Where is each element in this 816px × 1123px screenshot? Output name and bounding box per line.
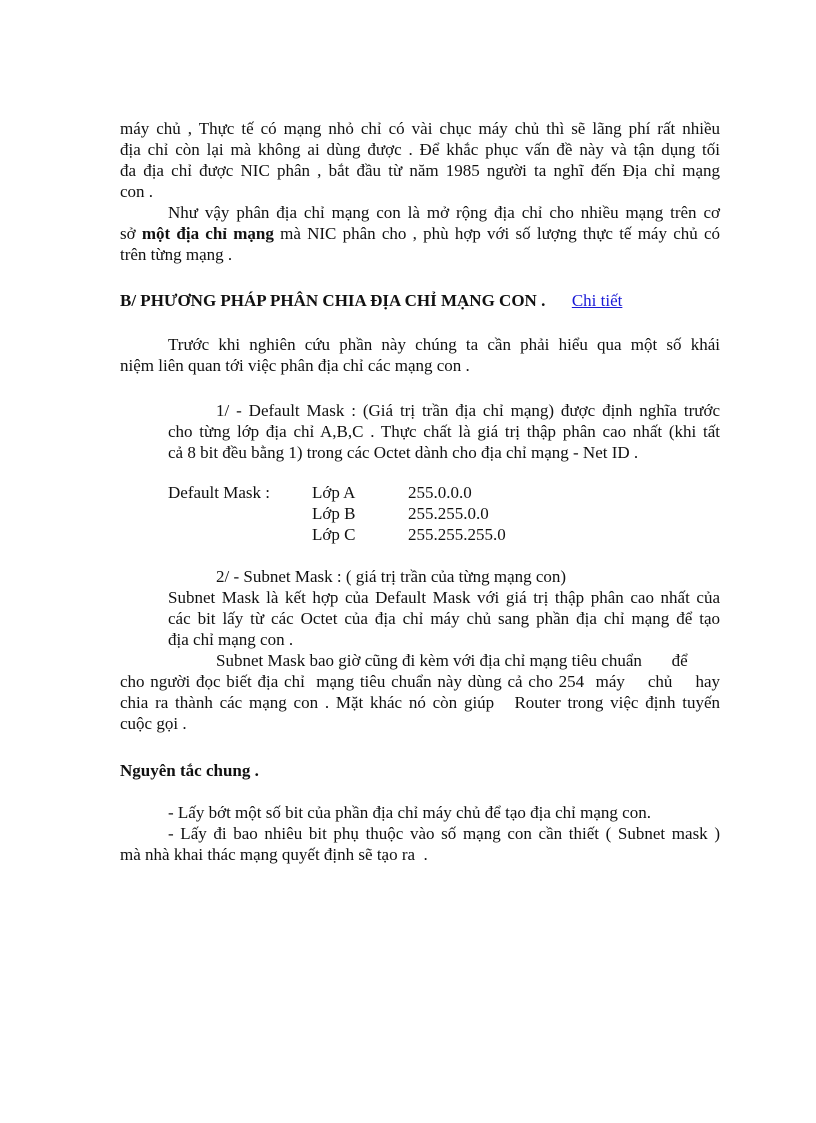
mask-value: 255.255.255.0	[408, 525, 506, 544]
subnet-mask-usage	[120, 650, 720, 734]
default-mask-line-2: cho từng lớp địa chỉ A,B,C . Thực chất là giá trị thập phân cao nhất (khi tất	[168, 422, 720, 441]
principles-heading-block	[120, 760, 720, 781]
principles-list	[120, 802, 720, 865]
subnet-mask-line-7: chia ra thành các mạng con . Mặt khác nó còn giúp Router trong việc định tuyến	[120, 693, 720, 712]
subnet-mask-line-1: 2/ - Subnet Mask : ( giá trị trần của từng mạng con)	[216, 567, 567, 586]
subnet-mask-line-2: Subnet Mask là kết hợp của Default Mask với giá trị thập phân cao nhất của	[168, 588, 720, 607]
para2-line-3: trên từng mạng .	[120, 245, 233, 264]
mask-table-row	[168, 524, 568, 545]
intro-line-1: máy chủ , Thực tế có mạng nhỏ chỉ có vài chục máy chủ thì sẽ lãng phí rất nhiều	[120, 119, 720, 138]
default-mask-definition	[168, 400, 720, 463]
default-mask-line-3: cả 8 bit đều bằng 1) trong các Octet dành cho địa chỉ mạng - Net ID .	[168, 443, 639, 462]
intro-line-2: địa chỉ còn lại mà không ai dùng được . Để khắc phục vấn đề này và tận dụng tối	[120, 140, 720, 159]
subnet-mask-line-6: cho người đọc biết địa chỉ mạng tiêu chuẩn này dùng cả cho 254 máy chủ hay	[120, 672, 720, 691]
class-label: Lớp B	[312, 504, 356, 523]
mask-table-row	[168, 503, 568, 524]
detail-link[interactable]: Chi tiết	[571, 291, 623, 310]
section-b-heading: B/ PHƯƠNG PHÁP PHÂN CHIA ĐỊA CHỈ MẠNG CON .	[120, 291, 546, 310]
mask-value: 255.255.0.0	[408, 504, 489, 523]
intro-line-4: con .	[120, 182, 154, 201]
intro-paragraph	[120, 118, 720, 202]
default-mask-line-1: 1/ - Default Mask : (Giá trị trần địa chỉ mạng) được định nghĩa trước	[216, 401, 720, 420]
principle-item-2-cont: mà nhà khai thác mạng quyết định sẽ tạo ra .	[120, 845, 428, 864]
intro-line-3: đa địa chỉ được NIC phân , bắt đầu từ năm 1985 người ta nghĩ đến Địa chỉ mạng	[120, 161, 720, 180]
mask-table-row	[168, 482, 568, 503]
subnet-mask-line-5: Subnet Mask bao giờ cũng đi kèm với địa chỉ mạng tiêu chuẩn để	[216, 651, 688, 670]
para3-line-2: niệm liên quan tới việc phân địa chỉ các mạng con .	[120, 356, 470, 375]
section-b-header	[120, 290, 740, 311]
para2-line-2	[120, 223, 720, 244]
subnet-intro-paragraph	[120, 202, 720, 265]
class-label: Lớp A	[312, 483, 356, 502]
principle-item-2: - Lấy đi bao nhiêu bit phụ thuộc vào số mạng con cần thiết ( Subnet mask )	[168, 824, 720, 843]
subnet-mask-line-8: cuộc gọi .	[120, 714, 187, 733]
concepts-paragraph	[120, 334, 720, 376]
mask-value: 255.0.0.0	[408, 483, 472, 502]
subnet-mask-line-3: các bit lấy từ các Octet của địa chỉ máy chủ sang phần địa chỉ mạng để tạo	[168, 609, 720, 628]
para2-line-1: Như vậy phân địa chỉ mạng con là mở rộng địa chỉ cho nhiều mạng trên cơ	[168, 203, 720, 222]
default-mask-label: Default Mask :	[168, 483, 270, 502]
principles-heading: Nguyên tắc chung .	[120, 761, 259, 780]
para2-bold-phrase: một địa chỉ mạng	[141, 224, 274, 243]
para2-line-2-suffix: mà NIC phân cho , phù hợp với số lượng thực tế máy chủ có	[273, 224, 721, 243]
principle-item-1: - Lấy bớt một số bit của phần địa chỉ máy chủ để tạo địa chỉ mạng con.	[168, 803, 651, 822]
class-label: Lớp C	[312, 525, 356, 544]
subnet-mask-line-4: địa chỉ mạng con .	[168, 630, 294, 649]
default-mask-table	[168, 482, 568, 545]
para2-line-2-prefix: sở	[120, 224, 142, 243]
para3-line-1: Trước khi nghiên cứu phần này chúng ta cần phải hiểu qua một số khái	[168, 335, 720, 354]
subnet-mask-definition	[168, 566, 720, 650]
